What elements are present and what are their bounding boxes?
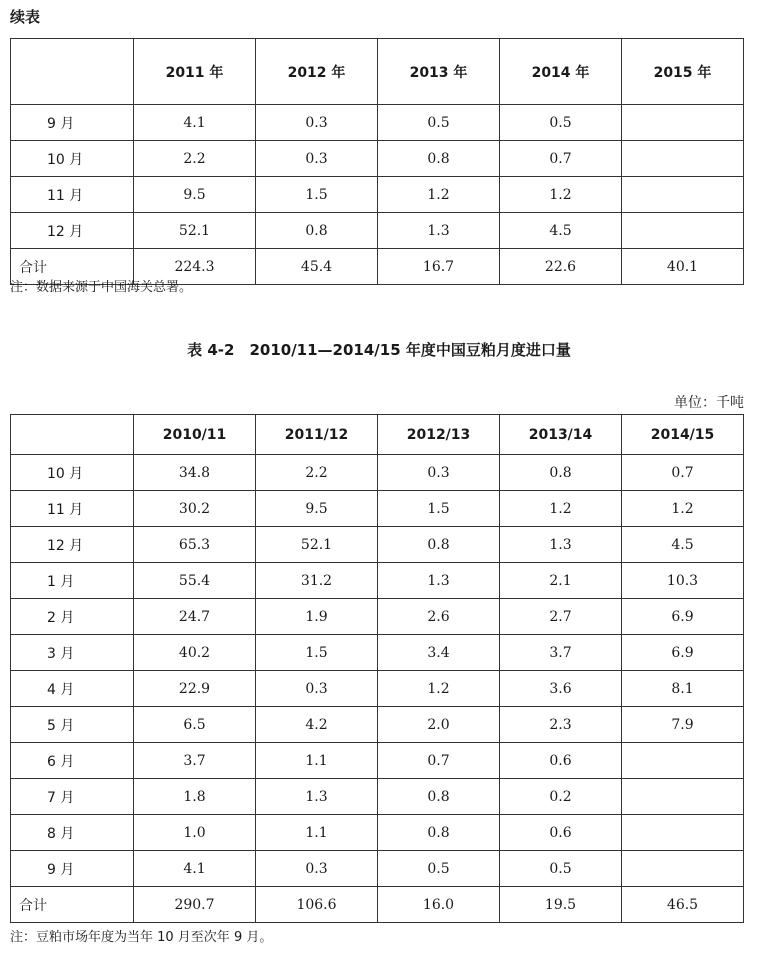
data-cell: 4.1 xyxy=(134,851,256,887)
data-cell: 0.7 xyxy=(378,743,500,779)
table-row xyxy=(11,141,744,177)
table-row xyxy=(11,779,744,815)
data-cell: 4.5 xyxy=(500,213,622,249)
row-label: 合计 xyxy=(11,887,134,923)
data-cell: 1.5 xyxy=(256,635,378,671)
data-cell: 2.2 xyxy=(256,455,378,491)
data-cell: 1.3 xyxy=(256,779,378,815)
data-cell: 1.0 xyxy=(134,815,256,851)
table-row xyxy=(11,213,744,249)
data-cell: 4.5 xyxy=(622,527,744,563)
data-cell: 0.8 xyxy=(378,141,500,177)
data-cell: 19.5 xyxy=(500,887,622,923)
row-label: 9 月 xyxy=(11,851,134,887)
header-cell: 2012/13 xyxy=(378,415,500,455)
data-cell: 290.7 xyxy=(134,887,256,923)
data-cell: 0.8 xyxy=(256,213,378,249)
row-label: 5 月 xyxy=(11,707,134,743)
data-cell: 1.9 xyxy=(256,599,378,635)
data-cell: 52.1 xyxy=(256,527,378,563)
row-label: 9 月 xyxy=(11,105,134,141)
data-cell: 4.1 xyxy=(134,105,256,141)
data-cell: 0.6 xyxy=(500,815,622,851)
row-label: 1 月 xyxy=(11,563,134,599)
row-label: 4 月 xyxy=(11,671,134,707)
data-cell: 65.3 xyxy=(134,527,256,563)
data-cell: 2.1 xyxy=(500,563,622,599)
data-cell: 0.6 xyxy=(500,743,622,779)
data-cell: 1.1 xyxy=(256,743,378,779)
data-cell: 31.2 xyxy=(256,563,378,599)
data-cell: 40.1 xyxy=(622,249,744,285)
data-cell: 1.3 xyxy=(500,527,622,563)
data-cell: 0.2 xyxy=(500,779,622,815)
header-cell: 2015 年 xyxy=(622,39,744,105)
header-cell: 2012 年 xyxy=(256,39,378,105)
data-cell: 6.5 xyxy=(134,707,256,743)
data-cell: 0.3 xyxy=(256,141,378,177)
data-cell xyxy=(622,105,744,141)
data-cell: 55.4 xyxy=(134,563,256,599)
row-label: 2 月 xyxy=(11,599,134,635)
data-cell: 3.6 xyxy=(500,671,622,707)
row-label: 7 月 xyxy=(11,779,134,815)
data-cell: 10.3 xyxy=(622,563,744,599)
row-label: 12 月 xyxy=(11,213,134,249)
data-cell: 0.8 xyxy=(500,455,622,491)
row-label: 10 月 xyxy=(11,141,134,177)
table-row xyxy=(11,671,744,707)
data-cell: 1.2 xyxy=(378,177,500,213)
data-cell: 1.2 xyxy=(378,671,500,707)
data-cell: 3.7 xyxy=(134,743,256,779)
data-cell: 8.1 xyxy=(622,671,744,707)
data-cell: 2.2 xyxy=(134,141,256,177)
table-row xyxy=(11,707,744,743)
data-cell: 0.3 xyxy=(256,105,378,141)
header-cell: 2011 年 xyxy=(134,39,256,105)
data-cell xyxy=(622,177,744,213)
row-label: 10 月 xyxy=(11,455,134,491)
table-soymeal-monthly-imports xyxy=(10,414,744,923)
data-cell: 24.7 xyxy=(134,599,256,635)
data-cell: 46.5 xyxy=(622,887,744,923)
table-row xyxy=(11,105,744,141)
data-cell: 3.4 xyxy=(378,635,500,671)
data-cell: 1.3 xyxy=(378,563,500,599)
data-cell: 52.1 xyxy=(134,213,256,249)
table-row xyxy=(11,887,744,923)
data-cell: 45.4 xyxy=(256,249,378,285)
row-label: 3 月 xyxy=(11,635,134,671)
data-cell: 0.3 xyxy=(256,851,378,887)
data-cell: 2.6 xyxy=(378,599,500,635)
source-note: 注：数据来源于中国海关总署。 xyxy=(10,280,193,295)
data-cell xyxy=(622,815,744,851)
data-cell: 16.0 xyxy=(378,887,500,923)
header-cell: 2014 年 xyxy=(500,39,622,105)
data-cell: 2.0 xyxy=(378,707,500,743)
data-cell: 34.8 xyxy=(134,455,256,491)
continuation-label: 续表 xyxy=(10,8,41,26)
data-cell: 40.2 xyxy=(134,635,256,671)
data-cell: 4.2 xyxy=(256,707,378,743)
data-cell: 1.8 xyxy=(134,779,256,815)
data-cell xyxy=(622,141,744,177)
data-cell: 1.3 xyxy=(378,213,500,249)
marketing-year-note: 注：豆粕市场年度为当年 10 月至次年 9 月。 xyxy=(10,930,273,945)
data-cell: 3.7 xyxy=(500,635,622,671)
data-cell: 22.6 xyxy=(500,249,622,285)
table-row xyxy=(11,635,744,671)
table-row xyxy=(11,563,744,599)
table-header-row xyxy=(11,39,744,105)
data-cell: 1.2 xyxy=(622,491,744,527)
table-title: 表 4-2 2010/11—2014/15 年度中国豆粕月度进口量 xyxy=(187,341,571,359)
table-row xyxy=(11,491,744,527)
data-cell: 0.5 xyxy=(378,851,500,887)
data-cell: 0.7 xyxy=(622,455,744,491)
header-cell xyxy=(11,415,134,455)
unit-label: 单位：千吨 xyxy=(674,395,744,411)
header-cell: 2014/15 xyxy=(622,415,744,455)
header-cell: 2013/14 xyxy=(500,415,622,455)
data-cell: 16.7 xyxy=(378,249,500,285)
data-cell: 1.5 xyxy=(256,177,378,213)
table-row xyxy=(11,815,744,851)
data-cell: 0.5 xyxy=(500,105,622,141)
row-label: 12 月 xyxy=(11,527,134,563)
data-cell: 9.5 xyxy=(256,491,378,527)
data-cell: 9.5 xyxy=(134,177,256,213)
data-cell xyxy=(622,213,744,249)
data-cell: 0.5 xyxy=(378,105,500,141)
data-cell xyxy=(622,743,744,779)
data-cell: 6.9 xyxy=(622,599,744,635)
data-cell: 1.1 xyxy=(256,815,378,851)
data-cell: 0.7 xyxy=(500,141,622,177)
data-cell: 0.3 xyxy=(378,455,500,491)
table-2011-2015 xyxy=(10,38,744,285)
table-header-row xyxy=(11,415,744,455)
row-label: 11 月 xyxy=(11,491,134,527)
row-label: 11 月 xyxy=(11,177,134,213)
table-row xyxy=(11,599,744,635)
row-label: 8 月 xyxy=(11,815,134,851)
data-cell: 0.5 xyxy=(500,851,622,887)
table-row xyxy=(11,455,744,491)
table-row xyxy=(11,527,744,563)
table-row xyxy=(11,743,744,779)
data-cell: 0.8 xyxy=(378,527,500,563)
table-row xyxy=(11,851,744,887)
data-cell: 1.2 xyxy=(500,491,622,527)
data-cell: 6.9 xyxy=(622,635,744,671)
row-label: 6 月 xyxy=(11,743,134,779)
header-cell: 2010/11 xyxy=(134,415,256,455)
data-cell: 0.8 xyxy=(378,815,500,851)
data-cell: 22.9 xyxy=(134,671,256,707)
data-cell: 0.8 xyxy=(378,779,500,815)
data-cell: 1.2 xyxy=(500,177,622,213)
header-cell xyxy=(11,39,134,105)
data-cell xyxy=(622,851,744,887)
data-cell: 2.7 xyxy=(500,599,622,635)
data-cell: 2.3 xyxy=(500,707,622,743)
data-cell: 7.9 xyxy=(622,707,744,743)
data-cell: 224.3 xyxy=(134,249,256,285)
data-cell: 1.5 xyxy=(378,491,500,527)
data-cell xyxy=(622,779,744,815)
header-cell: 2011/12 xyxy=(256,415,378,455)
header-cell: 2013 年 xyxy=(378,39,500,105)
row-label: 合计 xyxy=(11,249,134,285)
data-cell: 106.6 xyxy=(256,887,378,923)
table-row xyxy=(11,177,744,213)
data-cell: 30.2 xyxy=(134,491,256,527)
data-cell: 0.3 xyxy=(256,671,378,707)
